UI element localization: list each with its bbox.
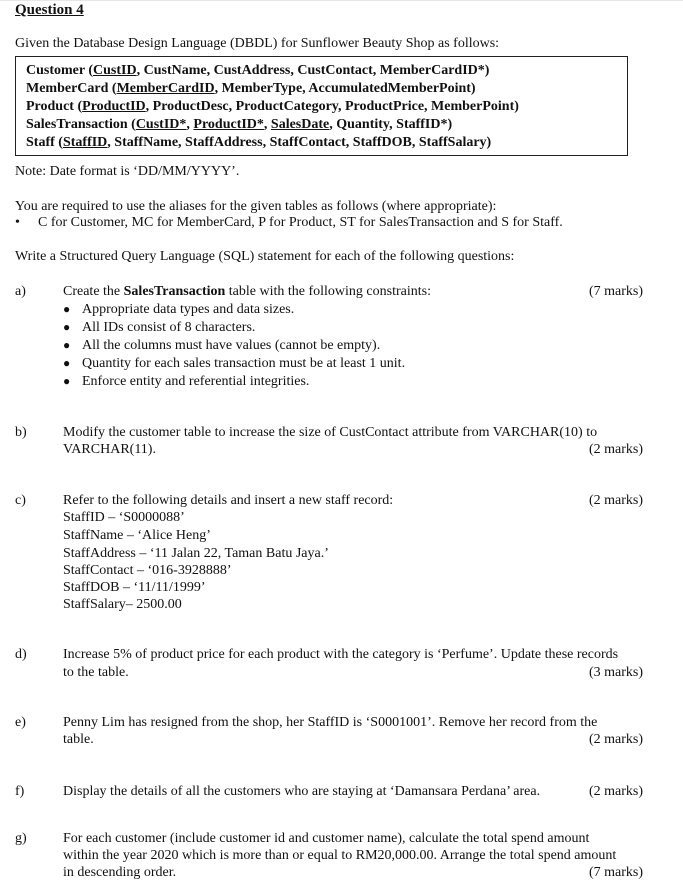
question-g-label: g) xyxy=(15,831,27,846)
question-c-text: Refer to the following details and insert a new staff record: xyxy=(63,493,394,508)
question-e-line2: table. xyxy=(63,732,94,747)
pk-custid-fk: CustID* xyxy=(135,117,187,132)
aliases-intro: You are required to use the aliases for the given tables as follows (where appropriate): xyxy=(15,199,497,214)
question-b-label: b) xyxy=(15,425,27,440)
question-a-bullet: ● Appropriate data types and data sizes. xyxy=(63,302,295,317)
question-title: Question 4 xyxy=(15,2,84,18)
question-a-bullet: ● Quantity for each sales transaction must be at least 1 unit. xyxy=(63,356,406,371)
pk-productid: ProductID xyxy=(82,99,146,114)
question-f-marks: (2 marks) xyxy=(588,784,643,799)
pk-staffid: StaffID xyxy=(62,135,108,150)
question-f-text: Display the details of all the customers who are staying at ‘Damansara Perdana’ area. xyxy=(63,784,541,799)
pk-custid: CustID xyxy=(93,63,137,78)
schema-customer: Customer (CustID, CustName, CustAddress, CustContact, MemberCardID*) xyxy=(26,63,490,78)
question-a-marks: (7 marks) xyxy=(588,284,643,299)
question-c-label: c) xyxy=(15,493,26,508)
pk-productid-fk: ProductID* xyxy=(193,117,264,132)
staff-detail-line: StaffSalary– 2500.00 xyxy=(63,597,182,612)
question-g-marks: (7 marks) xyxy=(588,865,643,880)
question-e-marks: (2 marks) xyxy=(588,732,643,747)
bullet-icon: ● xyxy=(63,302,71,316)
write-sql-intro: Write a Structured Query Language (SQL) statement for each of the following questions: xyxy=(15,249,515,264)
bullet-icon: • xyxy=(15,215,20,230)
staff-detail-line: StaffID – ‘S0000088’ xyxy=(63,510,185,525)
schema-salestransaction: SalesTransaction (CustID*, ProductID*, SalesDate, Quantity, StaffID*) xyxy=(26,117,453,132)
question-b-line2: VARCHAR(11). xyxy=(63,442,156,457)
question-g-line2: within the year 2020 which is more than or equal to RM20,000.00. Arrange the total spend amount xyxy=(63,848,617,863)
question-g-line1: For each customer (include customer id and customer name), calculate the total spend amount xyxy=(63,831,590,846)
bullet-icon: ● xyxy=(63,320,71,334)
schema-product: Product (ProductID, ProductDesc, ProductCategory, ProductPrice, MemberPoint) xyxy=(26,99,519,114)
question-a-text: Create the SalesTransaction table with the following constraints: xyxy=(63,284,431,299)
intro-text: Given the Database Design Language (DBDL) for Sunflower Beauty Shop as follows: xyxy=(15,36,500,51)
question-b-marks: (2 marks) xyxy=(588,442,643,457)
schema-staff: Staff (StaffID, StaffName, StaffAddress, StaffContact, StaffDOB, StaffSalary) xyxy=(26,135,492,150)
bullet-icon: ● xyxy=(63,356,71,370)
staff-detail-line: StaffName – ‘Alice Heng’ xyxy=(63,528,211,543)
question-d-line2: to the table. xyxy=(63,665,129,680)
question-a-bullet: ● Enforce entity and referential integrities. xyxy=(63,374,310,389)
pk-salesdate: SalesDate xyxy=(270,117,330,132)
aliases-list-item: • C for Customer, MC for MemberCard, P for Product, ST for SalesTransaction and S for Staff. xyxy=(15,215,563,230)
question-c-marks: (2 marks) xyxy=(588,493,643,508)
question-a-bullet: ● All IDs consist of 8 characters. xyxy=(63,320,256,335)
schema-membercard: MemberCard (MemberCardID, MemberType, AccumulatedMemberPoint) xyxy=(26,81,476,96)
question-a-bullet: ● All the columns must have values (cannot be empty). xyxy=(63,338,381,353)
question-d-line1: Increase 5% of product price for each product with the category is ‘Perfume’. Update these records xyxy=(63,647,619,662)
pk-membercardid: MemberCardID xyxy=(116,81,215,96)
question-f-label: f) xyxy=(15,784,25,799)
question-e-line1: Penny Lim has resigned from the shop, her StaffID is ‘S0001001’. Remove her record from the xyxy=(63,715,598,730)
date-format-note: Note: Date format is ‘DD/MM/YYYY’. xyxy=(15,164,240,179)
staff-detail-line: StaffAddress – ‘11 Jalan 22, Taman Batu Jaya.’ xyxy=(63,546,329,561)
question-a-label: a) xyxy=(15,284,26,299)
question-g-line3: in descending order. xyxy=(63,865,177,880)
question-e-label: e) xyxy=(15,715,26,730)
dbdl-schema-box xyxy=(15,56,628,156)
top-rule xyxy=(0,0,683,1)
bullet-icon: ● xyxy=(63,338,71,352)
staff-detail-line: StaffContact – ‘016-3928888’ xyxy=(63,563,232,578)
question-d-label: d) xyxy=(15,647,27,662)
staff-detail-line: StaffDOB – ‘11/11/1999’ xyxy=(63,580,206,595)
question-d-marks: (3 marks) xyxy=(588,665,643,680)
bullet-icon: ● xyxy=(63,374,71,388)
question-b-line1: Modify the customer table to increase the size of CustContact attribute from VARCHAR(10) to xyxy=(63,425,598,440)
